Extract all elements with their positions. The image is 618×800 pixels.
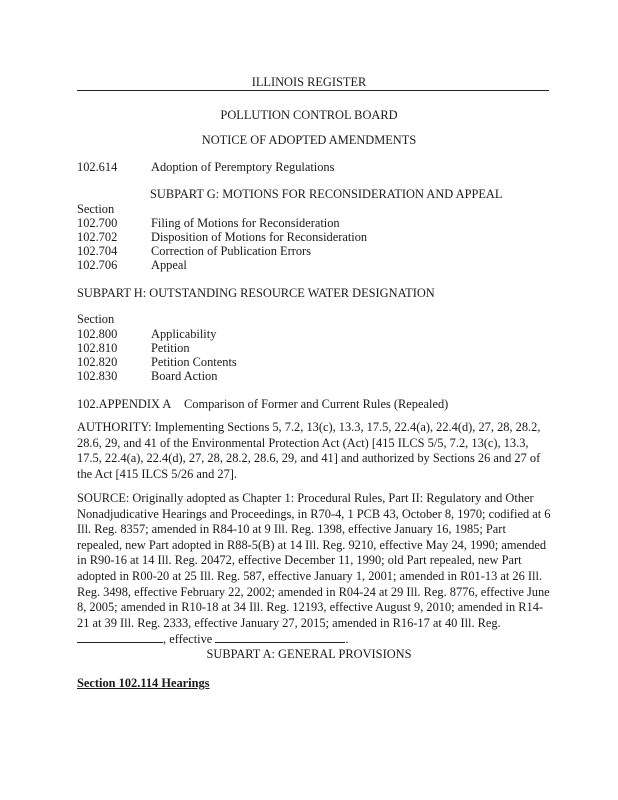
toc-number: 102.706 bbox=[77, 258, 118, 272]
toc-number: 102.704 bbox=[77, 244, 118, 258]
intro-entry-number: 102.614 bbox=[77, 160, 118, 174]
toc-title: Disposition of Motions for Reconsideration bbox=[151, 230, 368, 244]
subpart-g-heading: SUBPART G: MOTIONS FOR RECONSIDERATION AND APPEAL bbox=[150, 187, 503, 201]
toc-number: 102.700 bbox=[77, 216, 118, 230]
source-note: SOURCE: Originally adopted as Chapter 1: Procedural Rules, Part II: Regulatory and Other Nonadjudicative Hearings and Proceedings, in R70-4, 1 PCB 43, October 8, 1970; codified at 6 Ill. Reg. 8357; amended in R84-10 at 9 Ill. Reg. 1398, effective January 16, 1985; Part repealed, new Part adopted in R88-5(B) at 14 Ill. Reg. 9210, effective May 24, 1990; amended in R90-16 at 14 Ill. Reg. 20472, effective December 11, 1990; old Part repealed, new Part adopted in R00-20 at 25 Ill. Reg. 587, effective January 1, 2001; amended in R01-13 at 26 Ill. Reg. 3498, effective February 22, 2002; amended in R04-24 at 29 Ill. Reg. 8776, effective June 8, 2005; amended in R10-18 at 34 Ill. Reg. 12193, effective August 9, 2010; amended in R14-21 at 39 Ill. Reg. 2333, effective January 27, 2015; amended in R16-17 at 40 Ill. Reg. , effective . bbox=[77, 491, 551, 647]
register-title: ILLINOIS REGISTER bbox=[251, 75, 367, 89]
toc-number: 102.800 bbox=[77, 327, 118, 341]
source-text: SOURCE: Originally adopted as Chapter 1: Procedural Rules, Part II: Regulatory and Other Nonadjudicative Hearings and Proceedings, in R70-4, 1 PCB 43, October 8, 1970; codified at 6 Ill. Reg. 8357; amended in R84-10 at 9 Ill. Reg. 1398, effective January 16, 1985; Part repealed, new Part adopted in R88-5(B) at 14 Ill. Reg. 9210, effective May 24, 1990; amended in R90-16 at 14 Ill. Reg. 20472, effective December 11, 1990; old Part repealed, new Part adopted in R00-20 at 25 Ill. Reg. 587, effective January 1, 2001; amended in R01-13 at 26 Ill. Reg. 3498, effective February 22, 2002; amended in R04-24 at 29 Ill. Reg. 8776, effective June 8, 2005; amended in R10-18 at 34 Ill. Reg. 12193, effective August 9, 2010; amended in R14-21 at 39 Ill. Reg. 2333, effective January 27, 2015; amended in R16-17 at 40 Ill. Reg. bbox=[77, 491, 551, 630]
header-rule bbox=[77, 90, 549, 91]
subpart-g-section-label: Section bbox=[77, 202, 115, 216]
intro-entry-title: Adoption of Peremptory Regulations bbox=[151, 160, 335, 174]
toc-number: 102.810 bbox=[77, 341, 118, 355]
register-page-blank bbox=[77, 631, 163, 643]
toc-title: Applicability bbox=[151, 327, 217, 341]
subpart-h-heading: SUBPART H: OUTSTANDING RESOURCE WATER DESIGNATION bbox=[77, 286, 435, 300]
toc-title: Board Action bbox=[151, 369, 218, 383]
toc-title: Appeal bbox=[151, 258, 187, 272]
subpart-h-section-label: Section bbox=[77, 312, 115, 326]
toc-number: 102.702 bbox=[77, 230, 118, 244]
appendix-title: Comparison of Former and Current Rules (Repealed) bbox=[184, 397, 449, 411]
toc-title: Correction of Publication Errors bbox=[151, 244, 312, 258]
appendix-label: 102.APPENDIX A bbox=[77, 397, 172, 411]
effective-date-blank bbox=[215, 631, 345, 643]
toc-title: Petition bbox=[151, 341, 190, 355]
effective-label: effective bbox=[169, 632, 213, 647]
toc-number: 102.820 bbox=[77, 355, 118, 369]
authority-note: AUTHORITY: Implementing Sections 5, 7.2, 13(c), 13.3, 17.5, 22.4(a), 22.4(d), 27, 28, 28.2, 28.6, 29, and 41 of the Environmental Protection Act (Act) [415 ILCS 5/5, 7.2, 13(c), 13.3, 17.5, 22.4(a), 22.4(d), 27, 28, 28.2, 28.6, 29, and 41] and authorized by Sections 26 and 27 of the Act [415 ILCS 5/26 and 27]. bbox=[77, 420, 541, 481]
section-heading: Section 102.114 Hearings bbox=[77, 676, 210, 690]
toc-title: Filing of Motions for Reconsideration bbox=[151, 216, 340, 230]
toc-number: 102.830 bbox=[77, 369, 118, 383]
agency-name: POLLUTION CONTROL BOARD bbox=[220, 108, 398, 122]
notice-title: NOTICE OF ADOPTED AMENDMENTS bbox=[201, 133, 417, 147]
toc-title: Petition Contents bbox=[151, 355, 237, 369]
subpart-a-heading: SUBPART A: GENERAL PROVISIONS bbox=[206, 647, 412, 661]
